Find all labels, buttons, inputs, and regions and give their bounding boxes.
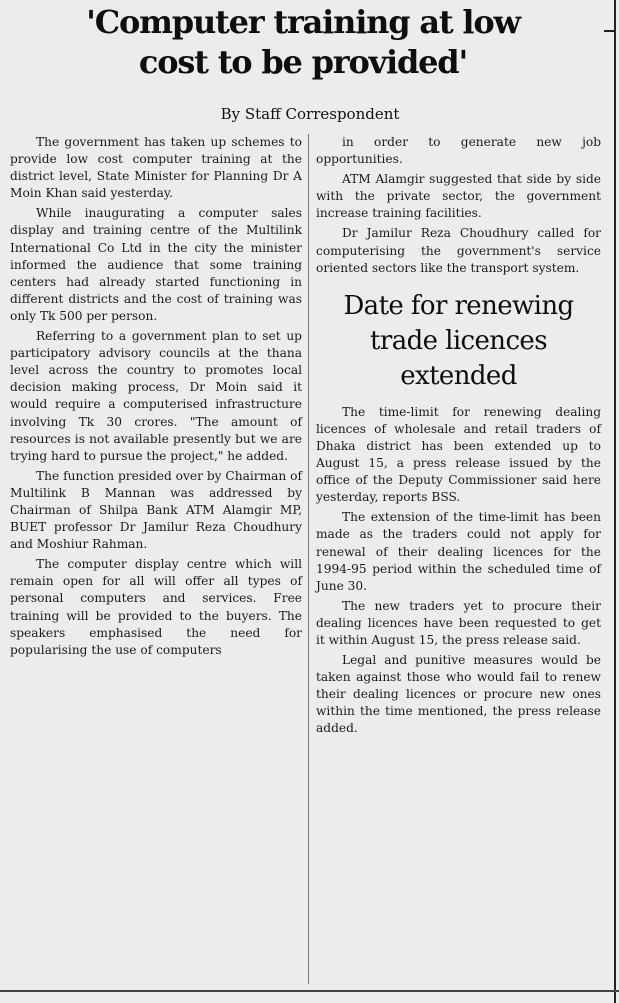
byline: By Staff Correspondent [220, 105, 400, 123]
article-paragraph: The new traders yet to procure their dealing licences have been requested to get it within August 15, the press release said. [316, 598, 601, 647]
left-column [10, 134, 302, 662]
second-article-headline [316, 289, 601, 394]
right-column [316, 134, 601, 741]
article-paragraph: Legal and punitive measures would be taken against those who would fail to renew their dealing licences or procure new ones within the time mentioned, the press release added. [316, 653, 601, 736]
sub-headline-line-1: Date for renewing [343, 290, 574, 321]
column-rule-right [614, 0, 616, 1003]
article-paragraph: The time-limit for renewing dealing licences of wholesale and retail traders of Dhaka district has been extended up to August 15, a press release issued by the office of the Deputy Commissioner said here yesterday, reports BSS. [316, 404, 601, 505]
article-paragraph: The government has taken up schemes to provide low cost computer training at the district level, State Minister for Planning Dr A Moin Khan said yesterday. [10, 135, 302, 201]
column-rule-tick [604, 30, 616, 32]
bottom-rule [0, 990, 619, 992]
article-paragraph: The extension of the time-limit has been made as the traders could not apply for renewal of their dealing licences for the 1994-95 period within the scheduled time of June 30. [316, 510, 601, 593]
sub-headline-line-3: extended [400, 360, 517, 391]
column-divider [308, 134, 309, 984]
article-paragraph: Dr Jamilur Reza Choudhury called for computerising the government's service oriented sectors like the transport system. [316, 226, 601, 275]
article-paragraph: ATM Alamgir suggested that side by side with the private sector, the government increase training facilities. [316, 172, 601, 221]
article-paragraph: The computer display centre which will remain open for all will offer all types of personal computers and services. Free training will be provided to the buyers. The speakers emphasised the need for popularising the use of computers [10, 557, 302, 657]
article-paragraph: While inaugurating a computer sales display and training centre of the Multilink International Co Ltd in the city the minister informed the audience that some training centers had already started functioning in different districts and the cost of training was only Tk 500 per person. [10, 206, 302, 323]
article-paragraph: The function presided over by Chairman of Multilink B Mannan was addressed by Chairman of Shilpa Bank ATM Alamgir MP, BUET professor Dr Jamilur Reza Choudhury and Moshiur Rahman. [10, 468, 302, 552]
article-paragraph: in order to generate new job opportunities. [316, 135, 601, 167]
headline-line-1: 'Computer training at low [86, 3, 520, 41]
sub-headline-line-2: trade licences [370, 325, 547, 356]
headline-line-2: cost to be provided' [138, 43, 468, 81]
article-paragraph: Referring to a government plan to set up participatory advisory councils at the thana level across the country to promotes local decision making process, Dr Moin said it would require a computerised infrastructure involving Tk 30 crores. "The amount of resources is not available presently but we are trying hard to pursue the project," he added. [10, 329, 302, 463]
article-headline [16, 2, 590, 82]
